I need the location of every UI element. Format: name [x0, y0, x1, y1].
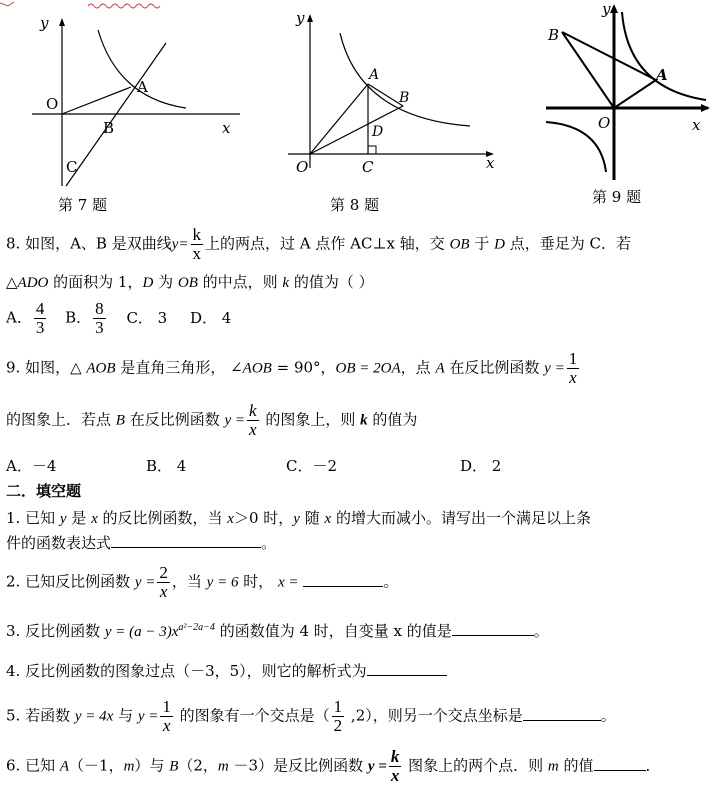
- f5-line: 5. 若函数 y = 4x 与 y = $\frac{1}{x}$ 的图象有一个交点是（ $\frac{1}{2}$ ,2），则另一个交点坐标是 。: [6, 697, 616, 735]
- q8-option-a: A． $\frac{4}{3}$: [6, 299, 45, 337]
- f2-line: 2. 已知反比例函数 y = $\frac{2}{x}$ ，当 y = 6 时， x = 。: [6, 563, 399, 601]
- fig9-label-a: A: [656, 66, 668, 84]
- f5-blank[interactable]: [523, 706, 601, 721]
- fig9-caption: 第 9 题: [592, 188, 642, 206]
- fig8-label-y: y: [296, 9, 305, 27]
- fig9-hyperbola-q3: [546, 122, 606, 172]
- fig8-label-d: D: [372, 124, 384, 140]
- f6-blank[interactable]: [594, 756, 646, 771]
- fig9-line-ob: [562, 32, 614, 108]
- q8-line-2: △ADO 的面积为 1，D 为 OB 的中点，则 k 的值为（ ）: [6, 273, 374, 291]
- f1-blank[interactable]: [111, 533, 261, 548]
- q8-options: [6, 300, 705, 337]
- fig7-label-x: x: [222, 119, 231, 137]
- q8-option-d: D． 4: [190, 308, 232, 327]
- fig7-label-c: C: [66, 158, 78, 176]
- f4-line: 4. 反比例函数的图象过点（－3，5），则它的解析式为: [6, 660, 705, 681]
- fig7-label-y: y: [40, 14, 49, 32]
- fig7-caption: 第 7 题: [58, 196, 108, 214]
- q9-option-b: B． 4: [146, 457, 187, 475]
- q9-options: [6, 455, 705, 476]
- fig7-label-b: B: [103, 119, 115, 137]
- q8-line-1: 8. 如图，A、B 是双曲线y= $\frac{k}{x}$ 上的两点，过 A 点作 AC⊥x 轴，交 OB 于 D 点，垂足为 C．若: [6, 225, 631, 263]
- fig8-hyperbola: [340, 33, 470, 126]
- f1-line-1: 1. 已知 y 是 x 的反比例函数，当 x＞0 时，y 随 x 的增大而减小。请写出一个满足以上条: [6, 509, 591, 527]
- fig8-label-x: x: [486, 154, 495, 172]
- q8-option-b: B． $\frac{8}{3}$: [65, 299, 104, 337]
- section-2-title: 二．填空题: [6, 482, 82, 500]
- q9-option-a: A．－4: [6, 457, 57, 475]
- q9-option-d: D． 2: [460, 457, 502, 475]
- f3-line: 3. 反比例函数 $y = (a - 3)x^{a^2-2a-4}$ 的函数值为 4 时，自变量 x 的值是 。: [6, 622, 549, 640]
- fig9-line-ab: [562, 32, 656, 80]
- figure-7: [26, 8, 246, 193]
- fig8-label-c: C: [362, 158, 374, 176]
- q8-option-c: C． 3: [126, 308, 168, 327]
- f1-line-2: 件的函数表达式 。: [6, 534, 277, 552]
- fig8-line-ab: [368, 84, 403, 106]
- fig8-label-b: B: [399, 90, 410, 106]
- fig7-label-a: A: [137, 78, 148, 96]
- fig9-label-x: x: [692, 116, 701, 134]
- fig7-label-o: O: [46, 95, 59, 113]
- f3-blank[interactable]: [452, 621, 534, 636]
- fig9-line-oa: [614, 80, 656, 108]
- fig8-line-oa: [310, 84, 368, 154]
- f6-line: 6. 已知 A（－1，m）与 B（2，m －3）是反比例函数 y = $\frac{k}{x}$ 图象上的两个点．则 m 的值 ．: [6, 747, 661, 785]
- fig8-label-a: A: [369, 67, 380, 83]
- f4-blank[interactable]: [367, 661, 447, 676]
- fig9-label-o: O: [598, 114, 611, 132]
- fig7-line-oa: [62, 87, 131, 114]
- fig7-hyperbola: [98, 30, 186, 108]
- fig9-label-y: y: [602, 0, 611, 18]
- fig8-label-o: O: [296, 158, 309, 176]
- fig8-caption: 第 8 题: [330, 196, 380, 214]
- q9-option-c: C．－2: [286, 457, 338, 475]
- q9-line-1: 9. 如图，△ AOB 是直角三角形， ∠AOB = 90°，OB = 2OA，点 A 在反比例函数 y = $\frac{1}{x}$: [6, 349, 578, 387]
- f2-blank[interactable]: [303, 572, 383, 587]
- figure-9: [538, 0, 710, 182]
- fig9-hyperbola-q1: [622, 12, 706, 100]
- fig8-line-ob: [310, 106, 403, 154]
- figure-8: [280, 8, 500, 190]
- fig9-label-b: B: [548, 26, 560, 44]
- q9-line-2: 的图象上．若点 B 在反比例函数 y = $\frac{k}{x}$ 的图象上，则 k 的值为: [6, 401, 418, 439]
